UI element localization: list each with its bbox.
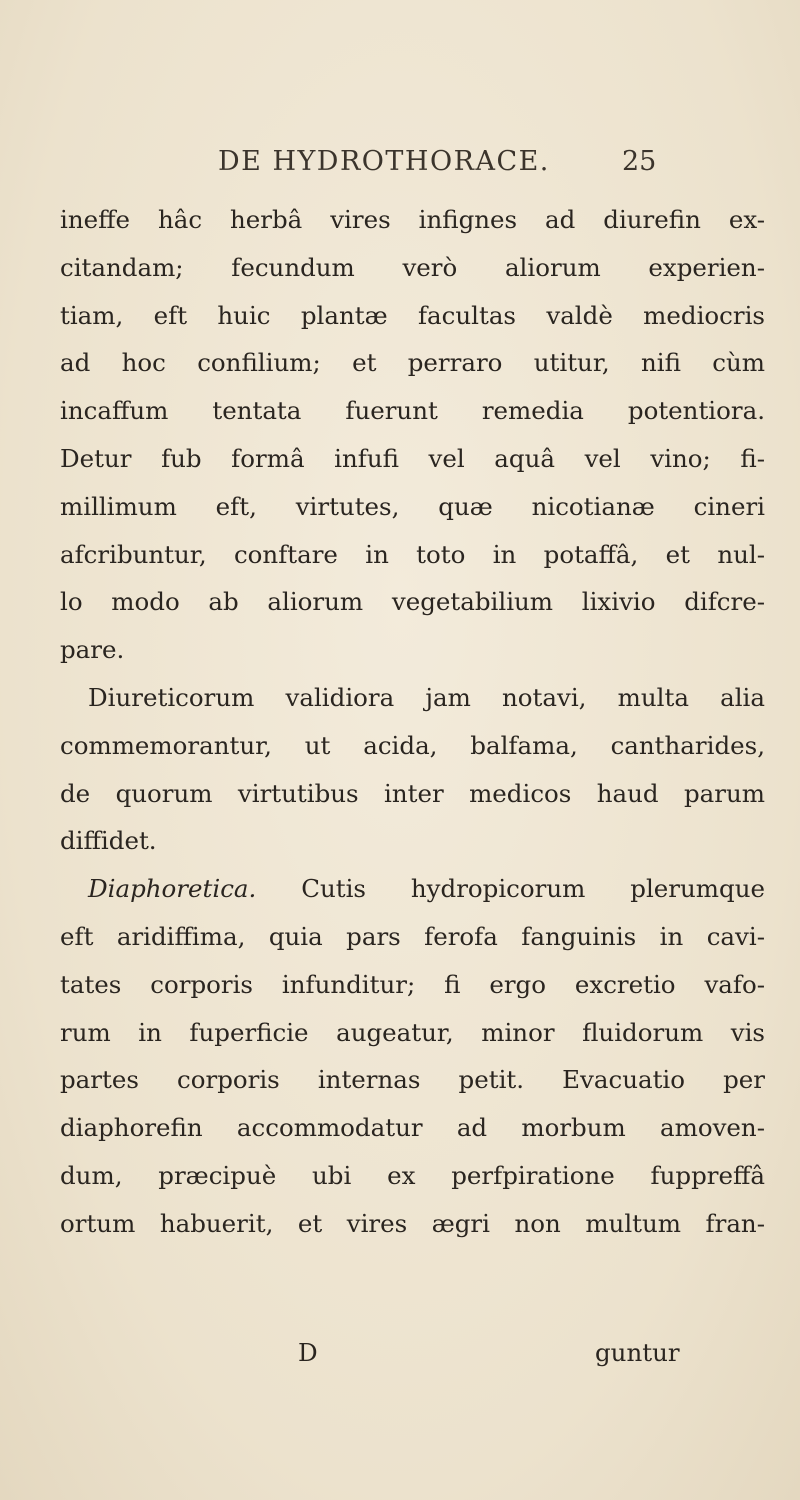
text-line: commemorantur, ut acida, balfama, cantharides, [60, 730, 765, 760]
text-line: afcribuntur, conftare in toto in potaffâ, et nul- [60, 539, 765, 569]
text-line: incaffum tentata fuerunt remedia potentiora. [60, 396, 765, 426]
text-line: diffidet. [60, 826, 157, 856]
text-line: diaphorefin accommodatur ad morbum amoven- [60, 1113, 765, 1143]
signature-mark: D [298, 1338, 318, 1367]
section-heading-diaphoretica: Diaphoretica. [88, 874, 257, 904]
text-line: partes corporis internas petit. Evacuatio per [60, 1065, 765, 1095]
text-line: Detur fub formâ infufi vel aquâ vel vino; fi- [60, 443, 765, 473]
page-header [0, 146, 800, 186]
text-line-with-heading [60, 865, 765, 913]
text-line: tates corporis infunditur; fi ergo excretio vafo- [60, 969, 765, 999]
catchword: guntur [595, 1338, 680, 1367]
text-line: rum in fuperficie augeatur, minor fluidorum vis [60, 1017, 765, 1047]
text-line: Diureticorum validiora jam notavi, multa alia [88, 682, 765, 712]
text-line: ineffe hâc herbâ vires infignes ad diurefin ex- [60, 205, 765, 234]
text-line: lo modo ab aliorum vegetabilium lixivio difcre- [60, 587, 765, 617]
text-line: tiam, eft huic plantæ facultas valdè mediocris [60, 300, 765, 330]
text-line: citandam; fecundum verò aliorum experien- [60, 252, 765, 282]
text-line: millimum eft, virtutes, quæ nicotianæ cineri [60, 491, 765, 521]
text-line: dum, præcipuè ubi ex perfpiratione fuppreffâ [60, 1160, 765, 1190]
running-head: DE HYDROTHORACE. [218, 146, 550, 177]
body-text [60, 196, 765, 1248]
text-line-rest: Cutis hydropicorum plerumque [301, 874, 765, 904]
page-number: 25 [622, 146, 657, 177]
text-line: de quorum virtutibus inter medicos haud parum [60, 778, 765, 808]
text-line: ortum habuerit, et vires ægri non multum fran- [60, 1208, 765, 1238]
page-footer [0, 1338, 800, 1378]
text-line: ad hoc confilium; et perraro utitur, nifi cùm [60, 348, 765, 378]
text-line: pare. [60, 635, 125, 665]
text-line: eft aridiffima, quia pars ferofa fanguinis in cavi- [60, 921, 765, 951]
